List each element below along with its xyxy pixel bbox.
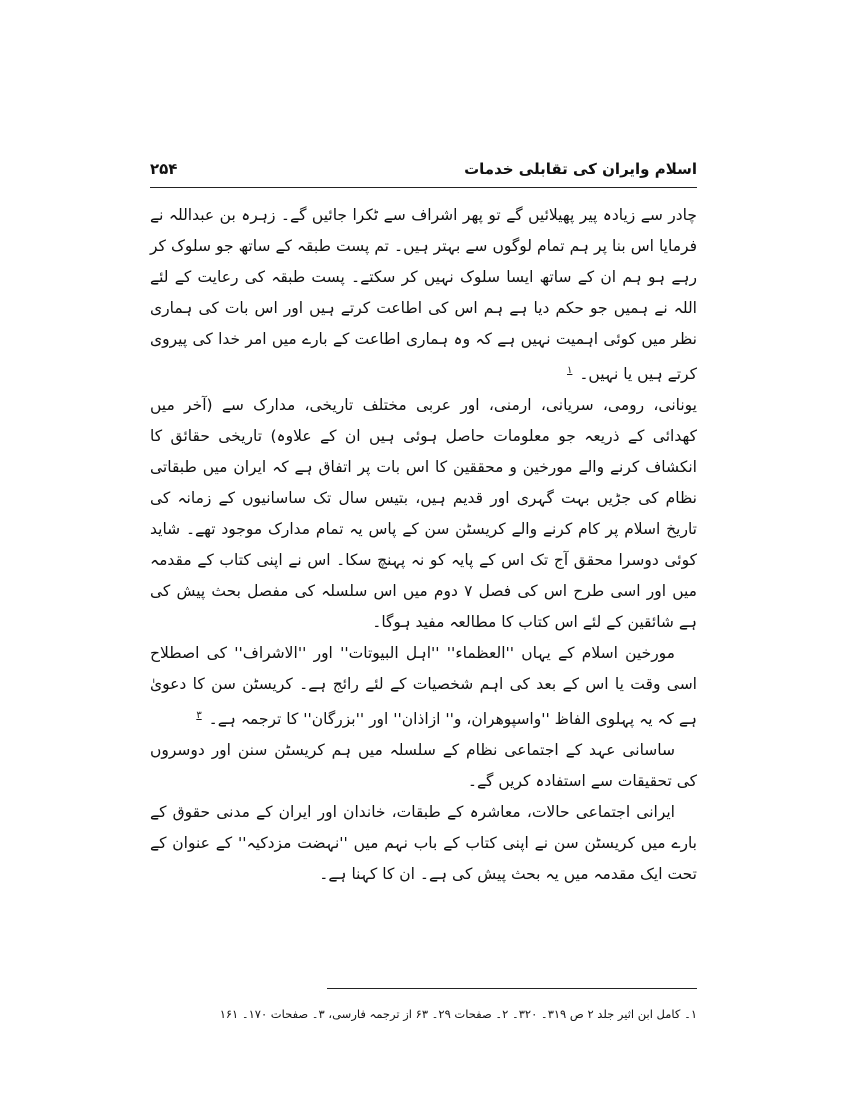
paragraph-2: یونانی، رومی، سریانی، ارمنی، اور عربی مختلف تاریخی، مدارک سے (آخر میں کھدائی کے ذریعہ جو معلومات حاصل ہوئی ہیں ان کے علاوہ) تاریخی حقائق کا انکشاف کرنے والے مورخین و محققین کا اس بات پر اتفاق ہے کہ ایران میں طبقاتی نظام کی جڑیں بہت گہری اور قدیم ہیں، بتیس سال تک ساسانیوں کے زمانہ کی تاریخ اسلام پر کام کرنے والے کریسٹن سن کے پاس یہ تمام مدارک موجود تھے۔ شاید کوئی دوسرا محقق آج تک اس کے پایہ کو نہ پہنچ سکا۔ اس نے اپنی کتاب کے مقدمہ میں اور اسی طرح اس کی فصل ۷ دوم میں اس سلسلہ کی مفصل بحث پیش کی ہے شائقین کے لئے اس کتاب کا مطالعہ مفید ہوگا۔ <box>150 396 697 632</box>
running-title: اسلام وایران کی تقابلی خدمات <box>464 160 697 178</box>
footnote-ref-3[interactable]: ۳ <box>196 710 202 722</box>
footnote-ref-1[interactable]: ۱ <box>567 365 573 376</box>
page-header <box>150 160 697 186</box>
paragraph-3: مورخین اسلام کے یہاں ''العظماء'' ''اہل البیوتات'' اور ''الاشراف'' کی اصطلاح اسی وقت یا اس کے بعد کی اہم شخصیات کے لئے رائج ہے۔ کریسٹن سن کا دعویٰ ہے کہ یہ پہلوی الفاظ ''واسپوھران، و'' ازاذان'' اور ''بزرگان'' کا ترجمہ ہے۔ $^۳$ <box>150 644 697 729</box>
footnote-divider <box>327 988 697 989</box>
page-number: ۲۵۴ <box>150 160 178 178</box>
footnotes: ۱۔ کامل ابن اثیر جلد ۲ ص ۳۱۹۔ ۳۲۰۔ ۲۔ صفحات ۲۹۔ ۶۳ از ترجمہ فارسی، ۳۔ صفحات ۱۷۰۔ ۱۶۱ <box>219 1007 697 1021</box>
paragraph-4: ساسانی عہد کے اجتماعی نظام کے سلسلہ میں ہم کریسٹن سنن اور دوسروں کی تحقیقات سے استفادہ کریں گے۔ <box>150 741 697 791</box>
paragraph-5: ایرانی اجتماعی حالات، معاشرہ کے طبقات، خاندان اور ایران کے مدنی حقوق کے بارے میں کریسٹن سن نے اپنی کتاب کے باب نہم میں ''نہضت مزدکیہ'' کے عنوان کے تحت ایک مقدمہ میں یہ بحث پیش کی ہے۔ ان کا کہنا ہے۔ <box>150 803 697 884</box>
paragraph-1: چادر سے زیادہ پیر پھیلائیں گے تو پھر اشراف سے ٹکرا جائیں گے۔ زہرہ بن عبداللہ نے فرمایا اس بنا پر ہم تمام لوگوں سے بہتر ہیں۔ تم پست طبقہ کے ساتھ جو سلوک کر رہے ہو ہم ان کے ساتھ ایسا سلوک نہیں کر سکتے۔ پست طبقہ کی رعایت کے لئے اللہ نے ہمیں جو حکم دیا ہے ہم اس کی اطاعت کرتے ہیں اور اس بات کی ہماری نظر میں کوئی اہمیت نہیں ہے کہ وہ ہماری اطاعت کے بارے میں امر خدا کی پیروی کرتے ہیں یا نہیں۔ $^۱$ <box>150 206 697 384</box>
header-divider <box>150 187 697 188</box>
body-text <box>150 200 697 890</box>
